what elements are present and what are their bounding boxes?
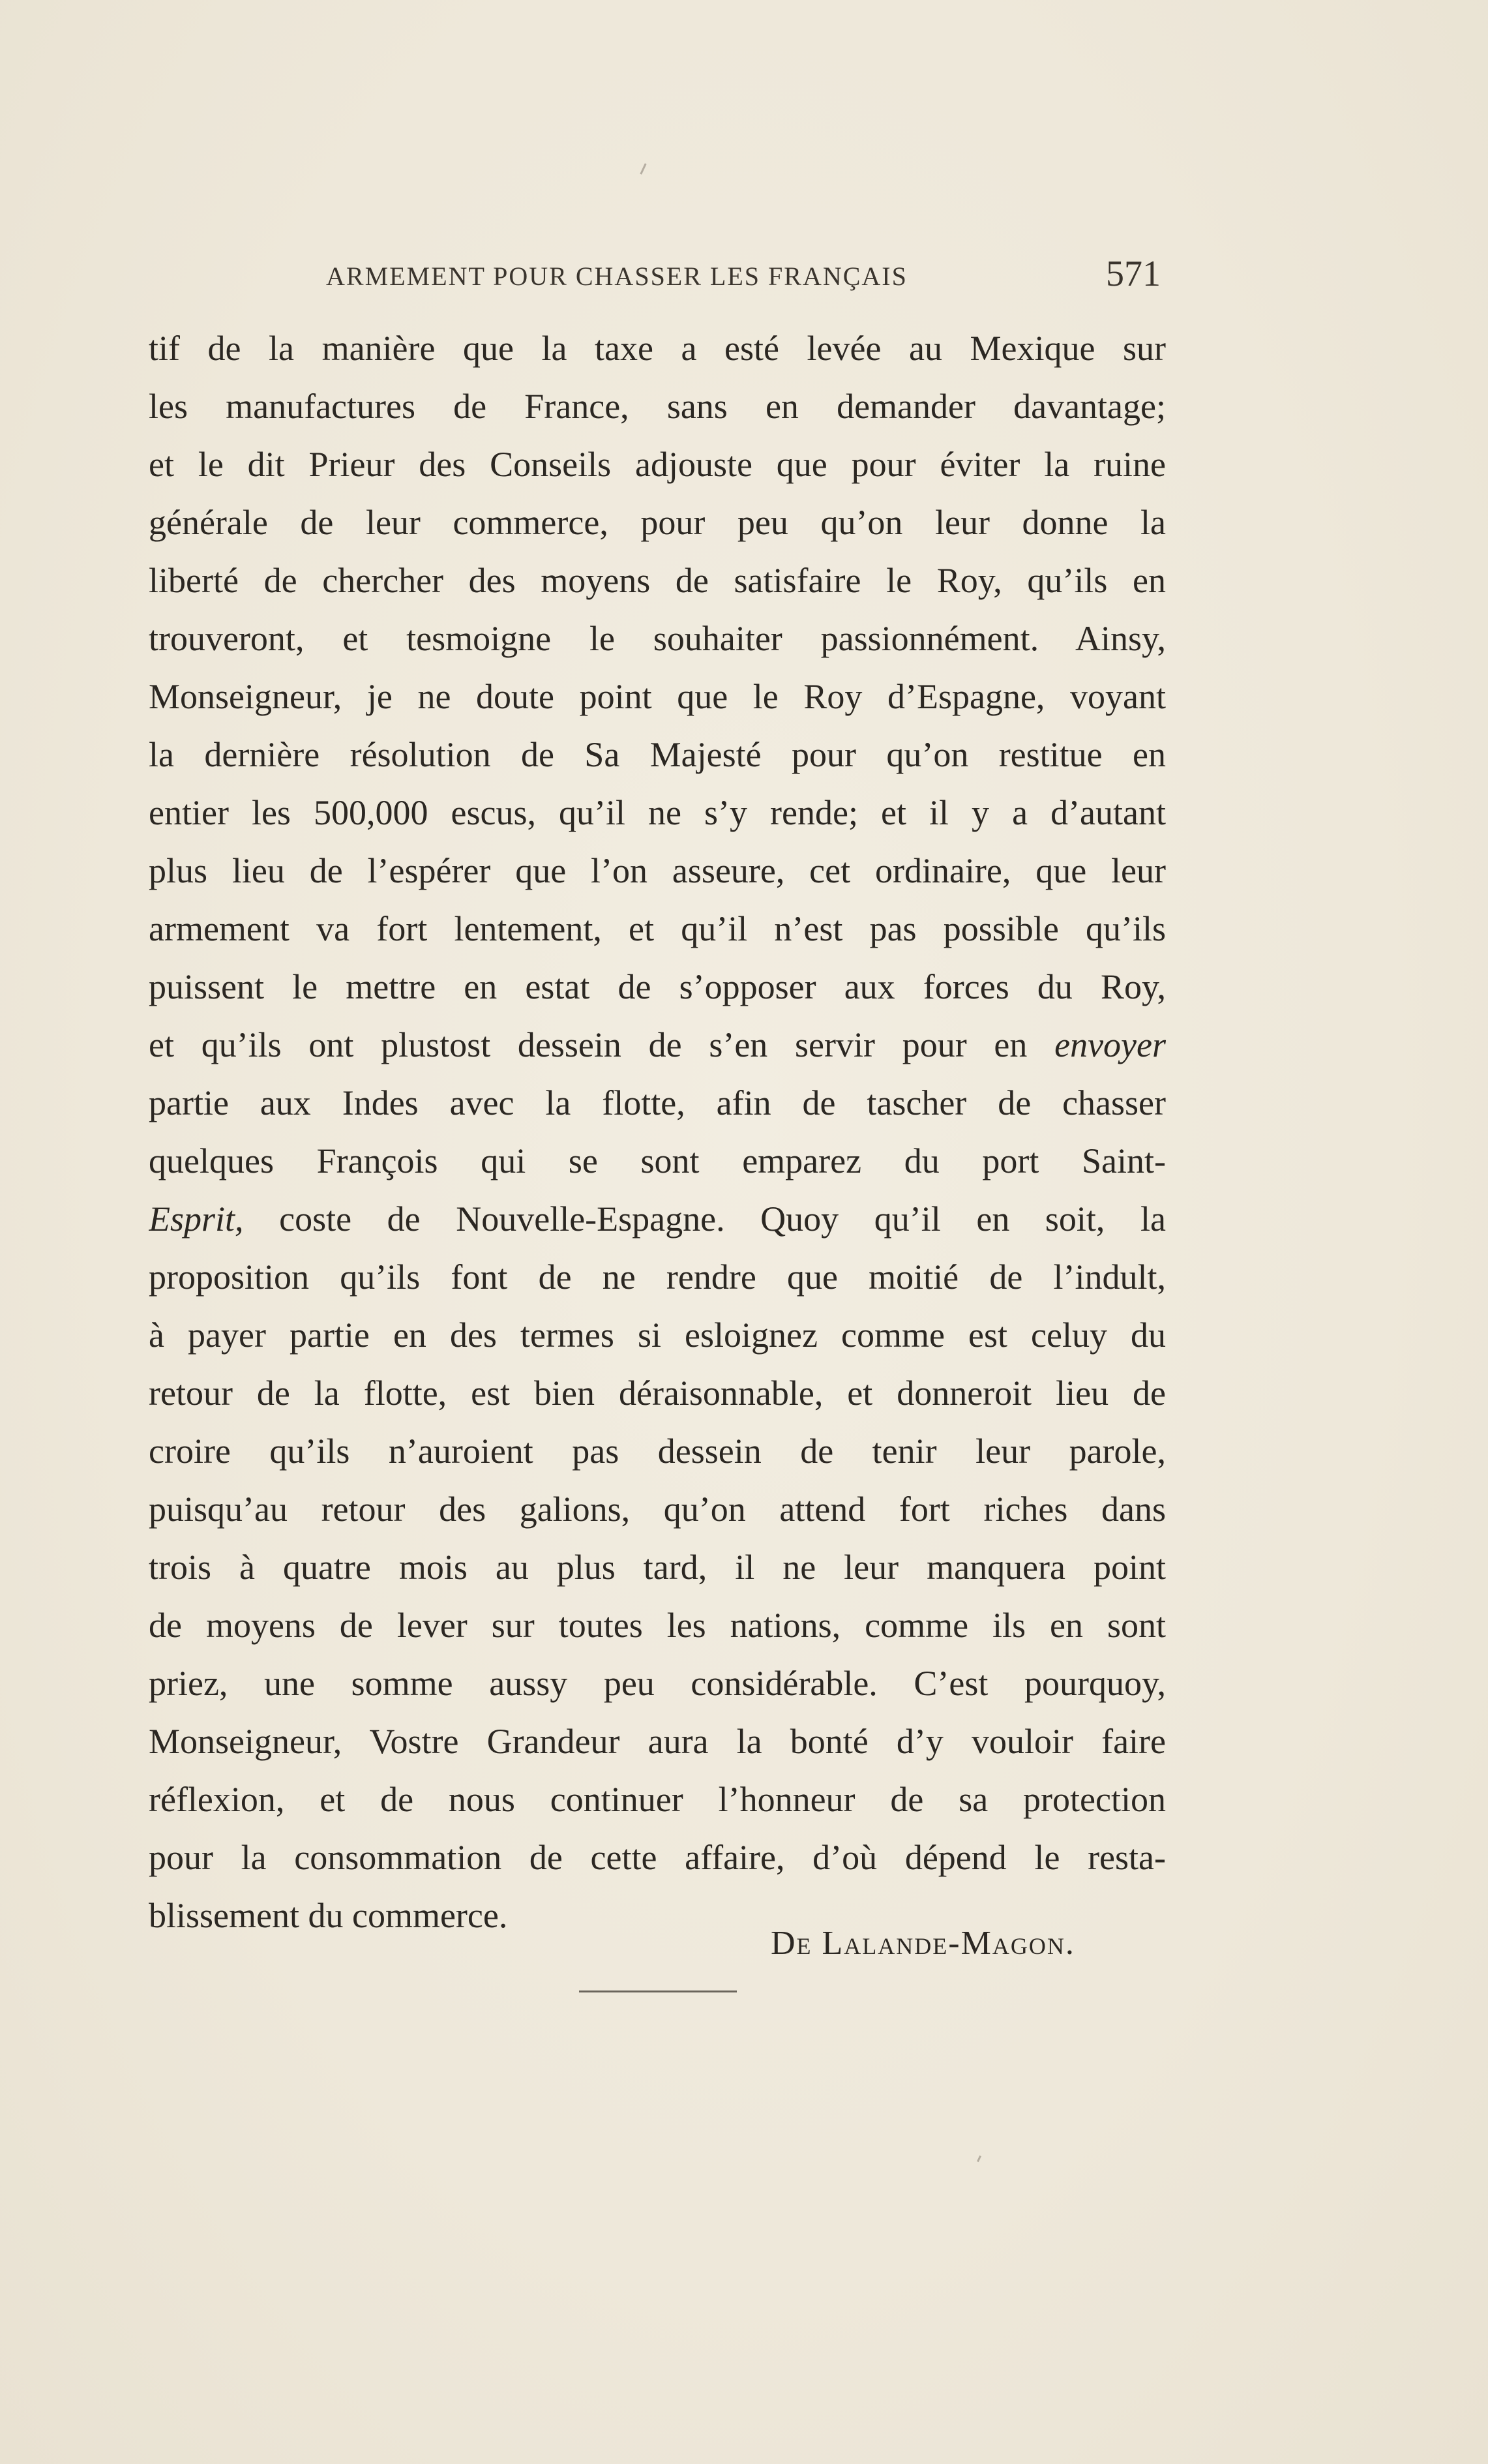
text-line: armement va fort lentement, et qu’il n’est pas possible qu’ils [149, 909, 1166, 948]
text-line: Monseigneur, Vostre Grandeur aura la bonté d’y vouloir faire [149, 1722, 1166, 1761]
text-line: les manufactures de France, sans en demander davantage; [149, 387, 1166, 426]
text-line-italic: quelques François qui se sont emparez du port Saint- [149, 1141, 1166, 1180]
text-line: Monseigneur, je ne doute point que le Roy d’Espagne, voyant [149, 677, 1166, 716]
text-line: retour de la flotte, est bien déraisonnable, et donneroit lieu de [149, 1374, 1166, 1413]
text-line-italic: partie aux Indes avec la flotte, afin de tascher de chasser [149, 1083, 1166, 1122]
text-line: proposition qu’ils font de ne rendre que moitié de l’indult, [149, 1257, 1166, 1297]
text-line: réflexion, et de nous continuer l’honneur de sa protection [149, 1780, 1166, 1819]
text-line: puisqu’au retour des galions, qu’on attend fort riches dans [149, 1490, 1166, 1529]
body-text [149, 320, 1166, 1945]
text-line: générale de leur commerce, pour peu qu’on leur donne la [149, 503, 1166, 542]
text-line: à payer partie en des termes si esloignez comme est celuy du [149, 1315, 1166, 1355]
text-segment-italic: Esprit, [149, 1199, 244, 1239]
text-line: pour la consommation de cette affaire, d’où dépend le resta- [149, 1838, 1166, 1877]
text-line: et le dit Prieur des Conseils adjouste que pour éviter la ruine [149, 445, 1166, 484]
text-line-mixed [149, 1016, 1166, 1074]
paper-speck [640, 163, 646, 175]
text-line: liberté de chercher des moyens de satisfaire le Roy, qu’ils en [149, 561, 1166, 600]
running-title: ARMEMENT POUR CHASSER LES FRANÇAIS [326, 262, 908, 291]
text-line: entier les 500,000 escus, qu’il ne s’y rende; et il y a d’autant [149, 793, 1166, 832]
signature: De Lalande-Magon. [771, 1925, 1075, 1962]
text-line: priez, une somme aussy peu considérable. C’est pourquoy, [149, 1664, 1166, 1703]
text-line: de moyens de lever sur toutes les nations, comme ils en sont [149, 1606, 1166, 1645]
text-line: puissent le mettre en estat de s’opposer aux forces du Roy, [149, 967, 1166, 1006]
paper-speck [977, 2156, 981, 2162]
text-line: trouveront, et tesmoigne le souhaiter passionnément. Ainsy, [149, 619, 1166, 658]
text-line-mixed [149, 1190, 1166, 1248]
text-line: la dernière résolution de Sa Majesté pour qu’on restitue en [149, 735, 1166, 774]
end-rule [579, 1991, 737, 1992]
text-line: tif de la manière que la taxe a esté levée au Mexique sur [149, 329, 1166, 368]
text-line: croire qu’ils n’auroient pas dessein de tenir leur parole, [149, 1432, 1166, 1471]
text-line: trois à quatre mois au plus tard, il ne leur manquera point [149, 1548, 1166, 1587]
text-segment-italic: envoyer [1054, 1025, 1166, 1064]
text-line-last: blissement du commerce. [149, 1896, 508, 1935]
running-head [326, 256, 1174, 295]
text-segment-roman: coste de Nouvelle-Espagne. Quoy qu’il en soit, la [279, 1199, 1166, 1239]
text-line: plus lieu de l’espérer que l’on asseure, cet ordinaire, que leur [149, 851, 1166, 890]
text-segment-roman: et qu’ils ont plustost dessein de s’en servir pour en [149, 1025, 1028, 1064]
page-number: 571 [1106, 254, 1161, 294]
